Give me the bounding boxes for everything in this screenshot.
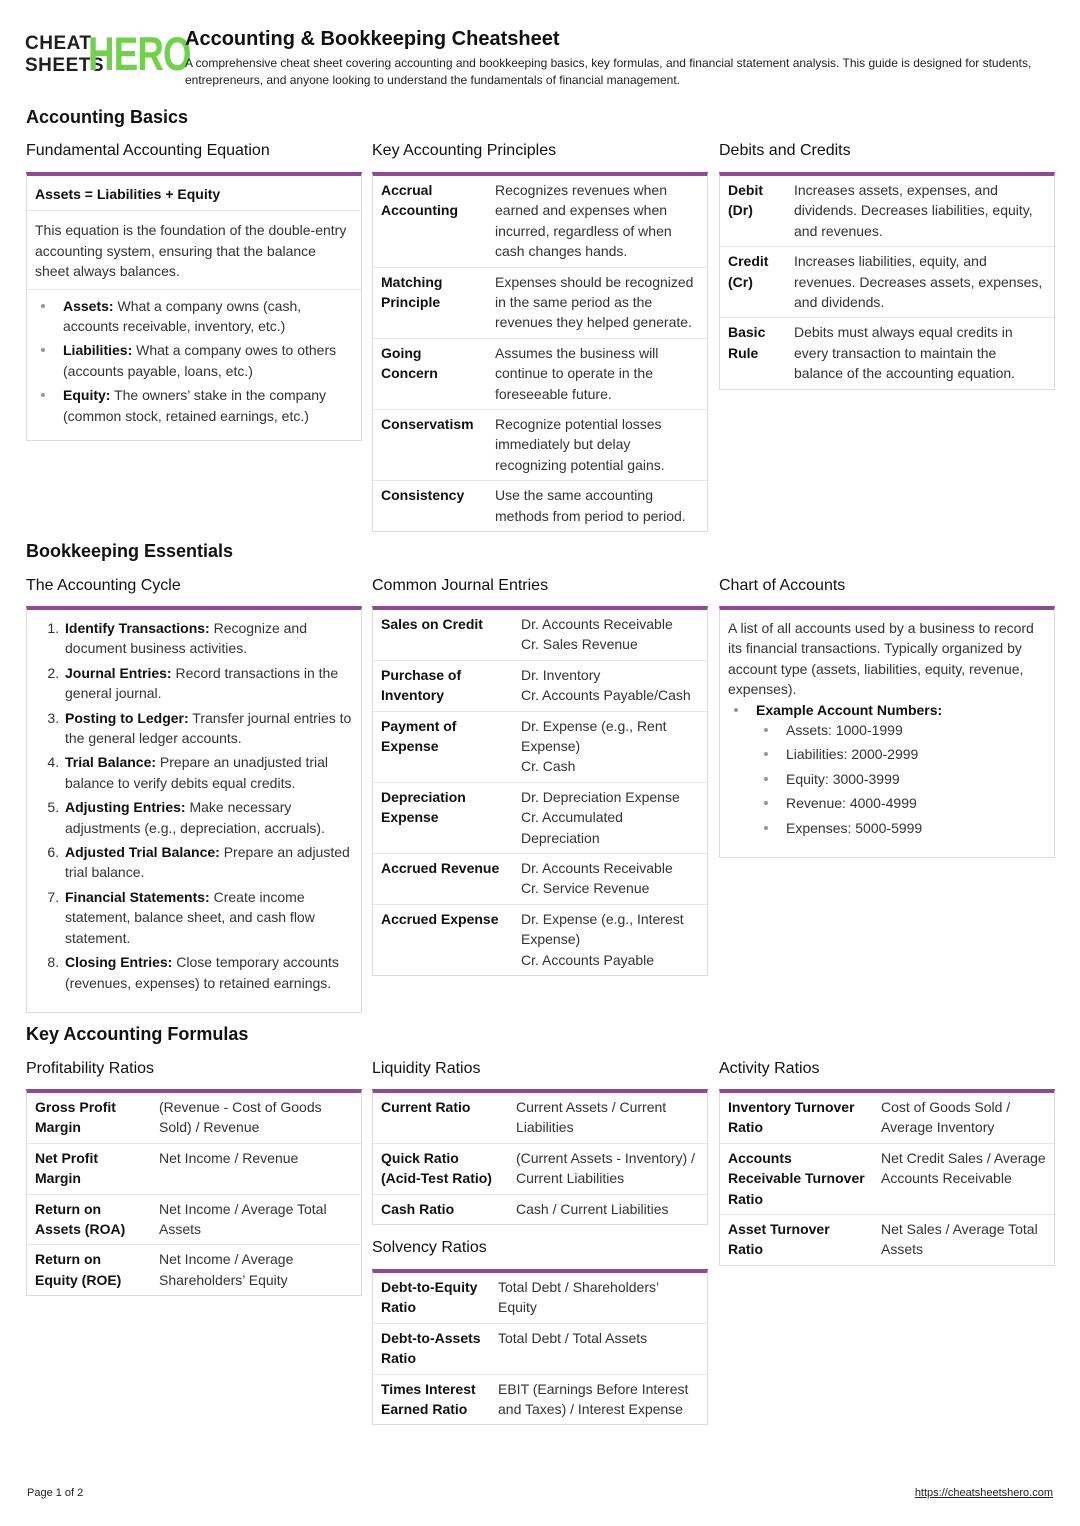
row-term: Debt-to-Assets Ratio xyxy=(373,1323,490,1374)
logo-bottom: SHEETS xyxy=(25,55,105,76)
card-title-profitability: Profitability Ratios xyxy=(26,1060,155,1077)
row-value: Expenses should be recognized in the same period as the revenues they helped generate. xyxy=(487,267,707,338)
card-liquidity xyxy=(372,1089,708,1225)
chart-example xyxy=(720,700,1054,720)
card-title-activity: Activity Ratios xyxy=(719,1060,820,1077)
list-item xyxy=(63,385,361,426)
row-term: Purchase of Inventory xyxy=(373,660,513,711)
chart-description: A list of all accounts used by a business to record its financial transactions. Typically organized by account type (assets, liabilities, equity, revenue, expenses). xyxy=(728,620,1034,698)
journal-line: Cr. Service Revenue xyxy=(521,880,650,897)
journal-table xyxy=(373,610,707,975)
row-value: Net Income / Revenue xyxy=(151,1143,361,1194)
row-value: Use the same accounting methods from period to period. xyxy=(495,487,686,524)
account-range: Expenses: 5000-5999 xyxy=(786,818,1054,838)
table-row xyxy=(27,1245,361,1295)
row-term: Conservatism xyxy=(373,410,487,481)
cheatsheets-hero-logo[interactable] xyxy=(25,27,191,80)
row-term: Matching Principle xyxy=(373,267,487,338)
row-value: Net Credit Sales / Average Accounts Receivable xyxy=(873,1143,1054,1214)
journal-line: Dr. Accounts Receivable xyxy=(521,616,673,632)
list-item-term: Financial Statements: xyxy=(65,888,210,905)
list-item-term: Identify Transactions: xyxy=(65,620,210,636)
card-solvency xyxy=(372,1269,708,1425)
equation-list xyxy=(27,290,361,426)
liquidity-table xyxy=(373,1093,707,1224)
table-row xyxy=(373,176,707,267)
journal-line: Cr. Accounts Payable/Cash xyxy=(521,687,691,704)
list-item-term: Trial Balance: xyxy=(65,754,157,771)
table-row xyxy=(720,318,1054,389)
card-title-chart: Chart of Accounts xyxy=(719,577,846,594)
chart-ranges-list xyxy=(720,720,1054,838)
card-title-liquidity: Liquidity Ratios xyxy=(372,1060,481,1077)
card-title-debits: Debits and Credits xyxy=(719,142,851,159)
list-item-term: Liabilities: xyxy=(63,342,133,359)
list-item-text: Create income statement, balance sheet, and cash flow statement. xyxy=(65,888,315,946)
list-item-text: The owners’ stake in the company (common stock, retained earnings, etc.) xyxy=(63,387,327,424)
list-item xyxy=(63,952,361,993)
card-debits xyxy=(719,172,1055,390)
row-term: Quick Ratio (Acid-Test Ratio) xyxy=(373,1143,508,1194)
card-chart-of-accounts xyxy=(719,606,1055,858)
row-value: EBIT (Earnings Before Interest and Taxes) / Interest Expense xyxy=(498,1380,689,1418)
list-item-term: Adjusting Entries: xyxy=(65,799,186,816)
row-term: Times Interest Earned Ratio xyxy=(381,1380,476,1418)
row-value xyxy=(513,904,707,975)
list-item xyxy=(63,340,361,381)
journal-line: Cr. Accounts Payable xyxy=(521,951,655,968)
table-row xyxy=(373,782,707,853)
list-item xyxy=(63,618,361,659)
journal-line: Dr. Expense (e.g., Rent Expense) xyxy=(521,717,667,755)
list-item-term: Posting to Ledger: xyxy=(65,709,189,726)
row-value xyxy=(513,610,707,660)
journal-line: Dr. Depreciation Expense xyxy=(521,788,680,805)
journal-line: Cr. Cash xyxy=(521,758,576,775)
row-term: Basic Rule xyxy=(728,324,766,361)
row-value: Current Assets / Current Liabilities xyxy=(508,1093,707,1143)
debits-table xyxy=(720,176,1054,389)
table-row xyxy=(27,1143,361,1194)
table-row xyxy=(720,1215,1054,1265)
list-item-term: Closing Entries: xyxy=(65,954,173,971)
table-row xyxy=(373,610,707,660)
card-title-cycle: The Accounting Cycle xyxy=(26,577,181,594)
table-row xyxy=(373,1194,707,1224)
activity-table xyxy=(720,1093,1054,1265)
row-value xyxy=(513,782,707,853)
list-item-text: Make necessary adjustments (e.g., depreciation, accruals). xyxy=(65,799,325,836)
list-item-text: What a company owes to others (accounts payable, loans, etc.) xyxy=(63,342,337,379)
list-item xyxy=(63,708,361,749)
row-term: Current Ratio xyxy=(373,1093,508,1143)
list-item xyxy=(63,752,361,793)
row-term: Accrual Accounting xyxy=(373,176,487,267)
row-value: Total Debt / Total Assets xyxy=(490,1323,707,1374)
card-title-solvency: Solvency Ratios xyxy=(372,1239,487,1256)
list-item-text: Transfer journal entries to the general ledger accounts. xyxy=(65,709,352,747)
row-term: Payment of Expense xyxy=(373,711,513,782)
row-value: Cash / Current Liabilities xyxy=(516,1200,669,1217)
row-value xyxy=(513,854,707,905)
row-value: Debits must always equal credits in every transaction to maintain the balance of the accounting equation. xyxy=(794,324,1016,382)
table-row xyxy=(373,1093,707,1143)
card-profitability xyxy=(26,1089,362,1296)
card-activity xyxy=(719,1089,1055,1266)
journal-line: Cr. Accumulated Depreciation xyxy=(521,809,623,846)
table-row xyxy=(373,481,707,531)
account-range: Assets: 1000-1999 xyxy=(786,720,1054,740)
row-term: Sales on Credit xyxy=(373,610,513,660)
list-item xyxy=(63,842,361,883)
row-value: Net Income / Average Total Assets xyxy=(151,1194,361,1245)
list-item-text: Recognize and document business activities. xyxy=(65,620,307,657)
table-row xyxy=(373,1273,707,1323)
list-item-text: Close temporary accounts (revenues, expenses) to retained earnings. xyxy=(65,954,339,991)
table-row xyxy=(373,1323,707,1374)
account-range: Liabilities: 2000-2999 xyxy=(786,744,1054,764)
row-value: Assumes the business will continue to operate in the foreseeable future. xyxy=(487,338,707,409)
section-title-basics: Accounting Basics xyxy=(26,107,189,127)
row-value: (Current Assets - Inventory) / Current Liabilities xyxy=(508,1143,707,1194)
row-value: Increases liabilities, equity, and revenues. Decreases assets, expenses, and dividends. xyxy=(786,247,1054,318)
profitability-table xyxy=(27,1093,361,1295)
row-term: Accounts Receivable Turnover Ratio xyxy=(720,1143,873,1214)
page-subtitle: A comprehensive cheat sheet covering accounting and bookkeeping basics, key formulas, and financial statement analysis. This guide is designed for students, entrepreneurs, and anyone looking to understand the fundamentals of financial management. xyxy=(185,56,1032,87)
row-term: Return on Assets (ROA) xyxy=(27,1194,151,1245)
account-range: Revenue: 4000-4999 xyxy=(786,793,1054,813)
list-item-text: Prepare an unadjusted trial balance to verify debits equal credits. xyxy=(65,754,329,791)
row-term: Consistency xyxy=(381,487,465,504)
table-row xyxy=(373,1374,707,1424)
list-item-term: Journal Entries: xyxy=(65,664,172,681)
footer-link[interactable]: https://cheatsheetshero.com xyxy=(914,1487,1053,1499)
section-title-formulas: Key Accounting Formulas xyxy=(26,1024,249,1044)
row-term: Debt-to-Equity Ratio xyxy=(373,1273,490,1323)
row-value: Recognize potential losses immediately but delay recognizing potential gains. xyxy=(487,410,707,481)
card-principles xyxy=(372,172,708,532)
row-term: Going Concern xyxy=(373,338,487,409)
account-range: Equity: 3000-3999 xyxy=(786,769,1054,789)
card-journal xyxy=(372,606,708,976)
card-equation xyxy=(26,172,362,441)
solvency-table xyxy=(373,1273,707,1424)
row-value: Total Debt / Shareholders’ Equity xyxy=(490,1273,707,1323)
page-title: Accounting & Bookkeeping Cheatsheet xyxy=(185,28,560,50)
row-term: Debit (Dr) xyxy=(720,176,786,247)
table-row xyxy=(373,1143,707,1194)
card-title-journal: Common Journal Entries xyxy=(372,577,549,594)
table-row xyxy=(720,1143,1054,1214)
table-row xyxy=(373,660,707,711)
table-row xyxy=(373,410,707,481)
table-row xyxy=(720,176,1054,247)
row-value: Net Income / Average Shareholders’ Equity xyxy=(159,1251,294,1288)
row-value: Increases assets, expenses, and dividends. Decreases liabilities, equity, and revenues. xyxy=(786,176,1054,247)
list-item-text: What a company owns (cash, accounts receivable, inventory, etc.) xyxy=(63,297,302,335)
list-item xyxy=(63,663,361,704)
list-item xyxy=(63,887,361,948)
row-value: Cost of Goods Sold / Average Inventory xyxy=(873,1093,1054,1143)
row-term: Gross Profit Margin xyxy=(27,1093,151,1143)
row-term: Return on Equity (ROE) xyxy=(35,1251,122,1288)
list-item xyxy=(63,797,361,838)
journal-line: Cr. Sales Revenue xyxy=(521,636,638,653)
table-row xyxy=(373,854,707,905)
list-item-text: Record transactions in the general journal. xyxy=(65,664,339,702)
row-term: Net Profit Margin xyxy=(27,1143,151,1194)
row-term: Credit (Cr) xyxy=(720,247,786,318)
row-term: Asset Turnover Ratio xyxy=(728,1221,830,1258)
table-row xyxy=(27,1194,361,1245)
row-term: Accrued Revenue xyxy=(373,854,513,905)
principles-table xyxy=(373,176,707,531)
list-item-term: Adjusted Trial Balance: xyxy=(65,844,220,861)
logo-accent: HERO xyxy=(88,27,191,80)
chart-example-label: Example Account Numbers: xyxy=(756,700,1054,720)
logo-top: CHEAT xyxy=(25,33,92,54)
table-row xyxy=(373,904,707,975)
list-item-term: Equity: xyxy=(63,387,111,404)
journal-line: Dr. Inventory xyxy=(521,666,601,683)
list-item-text: Prepare an adjusted trial balance. xyxy=(65,844,350,881)
equation-description: This equation is the foundation of the double-entry accounting system, ensuring that the balance sheet always balances. xyxy=(27,211,361,289)
table-row xyxy=(373,338,707,409)
journal-line: Dr. Accounts Receivable xyxy=(521,860,673,877)
journal-line: Dr. Expense (e.g., Interest Expense) xyxy=(521,910,684,948)
list-item-term: Assets: xyxy=(63,297,114,314)
row-term: Accrued Expense xyxy=(381,910,499,927)
table-row xyxy=(373,711,707,782)
row-value: Recognizes revenues when earned and expenses when incurred, regardless of when cash changes hands. xyxy=(487,176,707,267)
cycle-list xyxy=(27,610,361,993)
card-cycle xyxy=(26,606,362,1013)
equation-formula: Assets = Liabilities + Equity xyxy=(27,176,361,211)
row-term: Depreciation Expense xyxy=(373,782,513,853)
row-term: Inventory Turnover Ratio xyxy=(720,1093,873,1143)
row-value xyxy=(513,660,707,711)
table-row xyxy=(720,247,1054,318)
row-term: Cash Ratio xyxy=(381,1200,455,1217)
section-title-bookkeeping: Bookkeeping Essentials xyxy=(26,541,234,561)
row-value xyxy=(513,711,707,782)
card-title-equation: Fundamental Accounting Equation xyxy=(26,142,270,159)
table-row xyxy=(373,267,707,338)
row-value: Net Sales / Average Total Assets xyxy=(881,1221,1038,1258)
row-value: (Revenue - Cost of Goods Sold) / Revenue xyxy=(151,1093,361,1143)
card-title-principles: Key Accounting Principles xyxy=(372,142,557,159)
page-number: Page 1 of 2 xyxy=(27,1487,84,1499)
table-row xyxy=(720,1093,1054,1143)
list-item xyxy=(63,296,361,337)
table-row xyxy=(27,1093,361,1143)
